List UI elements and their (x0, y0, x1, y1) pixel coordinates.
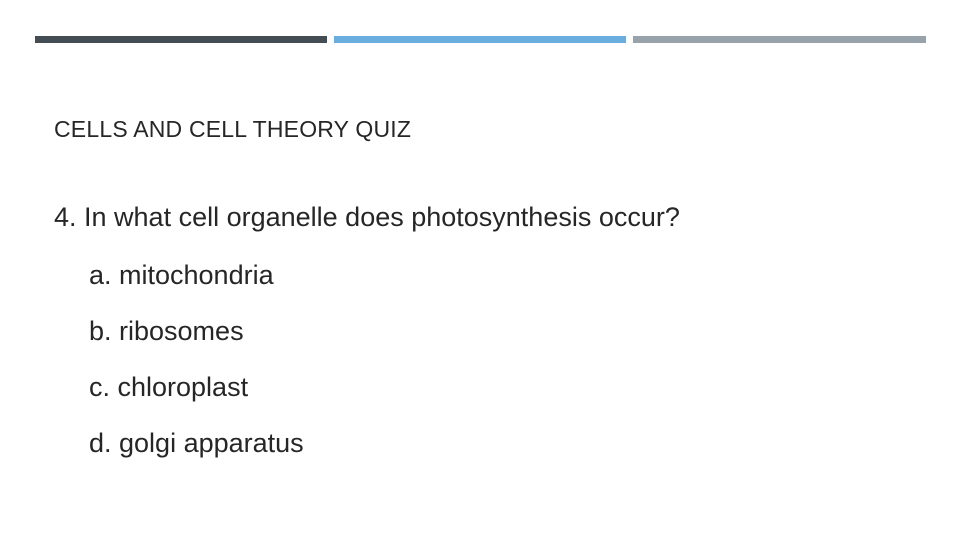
slide-title: CELLS AND CELL THEORY QUIZ (54, 116, 412, 142)
accent-bar-blue (334, 36, 626, 43)
answer-option-b: b. ribosomes (89, 316, 244, 346)
answer-option-a: a. mitochondria (89, 260, 274, 290)
answer-option-d: d. golgi apparatus (89, 428, 304, 458)
accent-bar-gray (633, 36, 926, 43)
answer-options-list (89, 258, 304, 482)
answer-option-c: c. chloroplast (89, 372, 249, 402)
quiz-question: 4. In what cell organelle does photosynthesis occur? (54, 202, 680, 232)
accent-bar-dark (35, 36, 327, 43)
